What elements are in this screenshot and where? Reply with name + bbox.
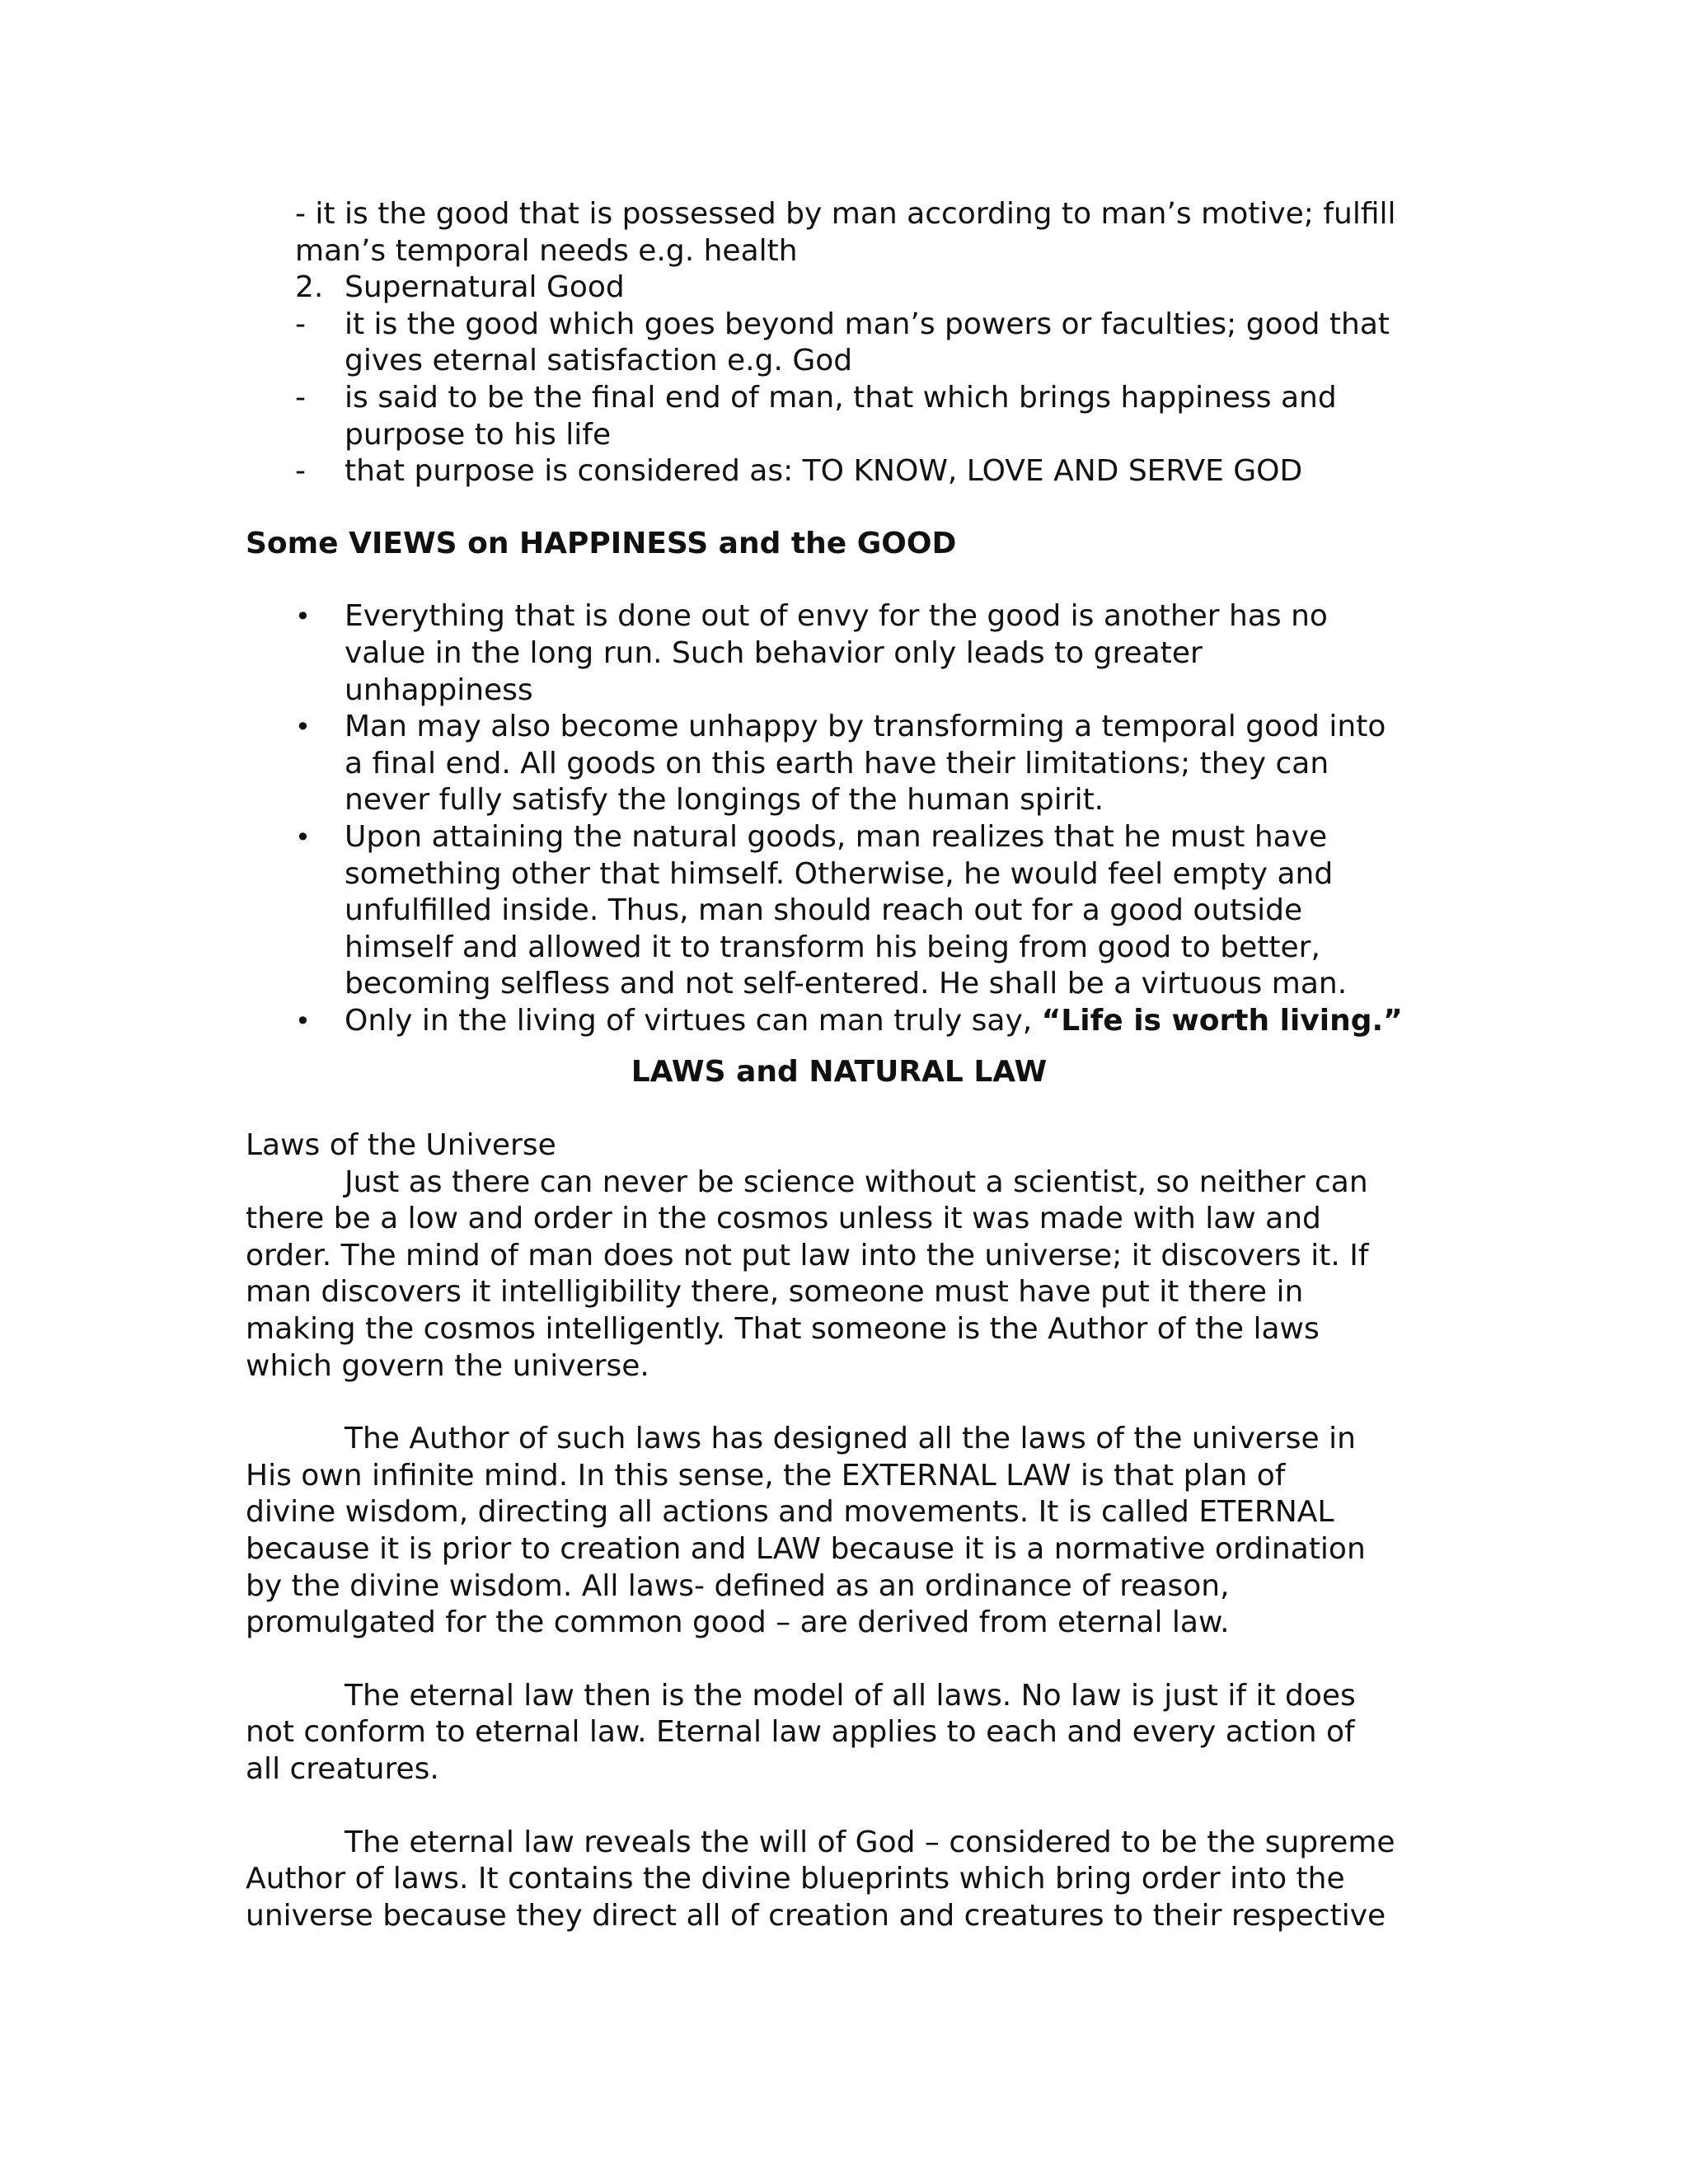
bullet-line: Everything that is done out of envy for the good is another has no bbox=[345, 599, 1328, 634]
dash-item bbox=[246, 453, 1449, 490]
paragraph-line: universe because they direct all of creation and creatures to their respective bbox=[246, 1898, 1386, 1933]
dash-item bbox=[246, 380, 1449, 453]
views-bullet-list bbox=[246, 598, 1449, 1039]
bullet-line: himself and allowed it to transform his being from good to better, bbox=[345, 930, 1320, 964]
bullet-line bbox=[345, 1003, 1449, 1040]
bullet-icon: • bbox=[295, 601, 311, 633]
bullet-line: never fully satisfy the longings of the human spirit. bbox=[345, 783, 1104, 818]
paragraph-line: The Author of such laws has designed all the laws of the universe in bbox=[345, 1422, 1356, 1456]
paragraph-line: all creatures. bbox=[246, 1751, 439, 1786]
section-label: Laws of the Universe bbox=[246, 1128, 556, 1163]
dash-item-line: it is the good which goes beyond man’s powers or faculties; good that bbox=[345, 307, 1390, 341]
intro-line: man’s temporal needs e.g. health bbox=[295, 233, 798, 268]
paragraph-line: The eternal law reveals the will of God – considered to be the supreme bbox=[345, 1825, 1395, 1859]
dash-item-line: is said to be the final end of man, that which brings happiness and bbox=[345, 380, 1337, 415]
bullet-line: becoming selfless and not self-entered. He shall be a virtuous man. bbox=[345, 967, 1348, 1001]
document-page bbox=[246, 196, 1449, 1934]
paragraph bbox=[246, 1421, 1449, 1642]
bullet-icon: • bbox=[295, 711, 311, 743]
paragraph-line: promulgated for the common good – are derived from eternal law. bbox=[246, 1605, 1230, 1640]
paragraph-line: because it is prior to creation and LAW because it is a normative ordination bbox=[246, 1532, 1366, 1566]
paragraph bbox=[246, 1678, 1449, 1788]
dash-item bbox=[246, 307, 1449, 380]
paragraph bbox=[246, 1165, 1449, 1385]
bullet-item bbox=[246, 709, 1449, 819]
bullet-line: Upon attaining the natural goods, man realizes that he must have bbox=[345, 819, 1328, 854]
paragraph-line: Just as there can never be science without a scientist, so neither can bbox=[345, 1165, 1368, 1199]
paragraph-line: His own infinite mind. In this sense, the EXTERNAL LAW is that plan of bbox=[246, 1458, 1286, 1493]
bullet-item bbox=[246, 598, 1449, 709]
paragraph-line: man discovers it intelligibility there, someone must have put it there in bbox=[246, 1275, 1304, 1310]
numbered-item-2 bbox=[246, 269, 1449, 307]
paragraph-line: The eternal law then is the model of all laws. No law is just if it does bbox=[345, 1678, 1356, 1713]
bullet-quote: “Life is worth living.” bbox=[1041, 1003, 1403, 1038]
bullet-line: a final end. All goods on this earth have their limitations; they can bbox=[345, 746, 1329, 780]
bullet-line: something other that himself. Otherwise, he would feel empty and bbox=[345, 856, 1334, 891]
bullet-icon: • bbox=[295, 821, 311, 853]
paragraph-line: there be a low and order in the cosmos unless it was made with law and bbox=[246, 1202, 1321, 1236]
views-heading: Some VIEWS on HAPPINESS and the GOOD bbox=[246, 526, 957, 560]
bullet-line: value in the long run. Such behavior only leads to greater bbox=[345, 635, 1203, 670]
dash-marker: - bbox=[295, 380, 306, 415]
dash-item-line: that purpose is considered as: TO KNOW, LOVE AND SERVE GOD bbox=[345, 454, 1303, 489]
bullet-text: Only in the living of virtues can man truly say, bbox=[345, 1003, 1042, 1038]
paragraph-line: not conform to eternal law. Eternal law applies to each and every action of bbox=[246, 1715, 1355, 1750]
dash-marker: - bbox=[295, 454, 306, 489]
bullet-line: unhappiness bbox=[345, 673, 533, 707]
natural-good-continuation bbox=[246, 196, 1449, 490]
paragraph-line: order. The mind of man does not put law into the universe; it discovers it. If bbox=[246, 1238, 1369, 1272]
bullet-item bbox=[246, 819, 1449, 1003]
item-number: 2. bbox=[295, 270, 324, 305]
item-label: Supernatural Good bbox=[345, 270, 625, 305]
bullet-item bbox=[246, 1003, 1449, 1040]
paragraph-line: by the divine wisdom. All laws- defined as an ordinance of reason, bbox=[246, 1568, 1230, 1603]
paragraph-line: divine wisdom, directing all actions and movements. It is called ETERNAL bbox=[246, 1495, 1334, 1530]
bullet-line: unfulfilled inside. Thus, man should reach out for a good outside bbox=[345, 893, 1303, 928]
bullet-line: Man may also become unhappy by transforming a temporal good into bbox=[345, 710, 1386, 744]
paragraph-line: which govern the universe. bbox=[246, 1348, 649, 1383]
laws-paragraphs bbox=[246, 1165, 1449, 1935]
dash-item-line: gives eternal satisfaction e.g. God bbox=[345, 344, 853, 378]
laws-title: LAWS and NATURAL LAW bbox=[631, 1055, 1048, 1090]
paragraph-line: Author of laws. It contains the divine blueprints which bring order into the bbox=[246, 1862, 1345, 1896]
dash-item-line: purpose to his life bbox=[345, 417, 612, 452]
intro-line: - it is the good that is possessed by man according to man’s motive; fulfill bbox=[295, 197, 1396, 231]
paragraph bbox=[246, 1825, 1449, 1935]
paragraph-line: making the cosmos intelligently. That someone is the Author of the laws bbox=[246, 1312, 1320, 1347]
bullet-icon: • bbox=[295, 1005, 311, 1037]
dash-marker: - bbox=[295, 307, 306, 341]
